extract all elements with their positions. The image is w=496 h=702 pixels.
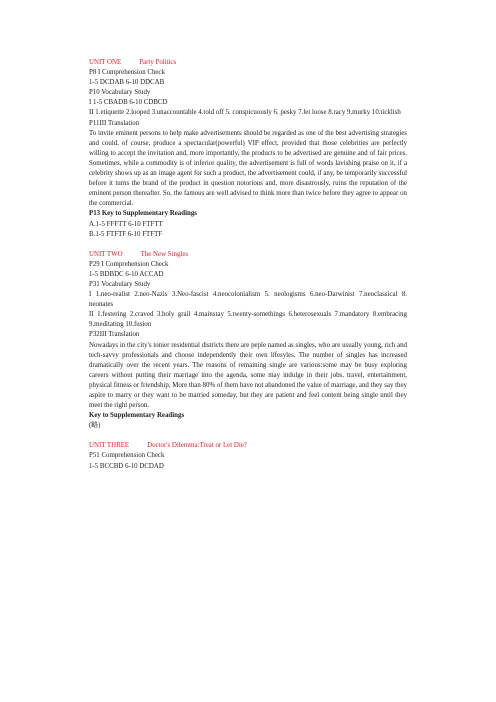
unit-one-translation-text: To invite eminent persons to help make advertisements should be regarded as one of the best advertising strategies and could, of course, produce a spectacular(powerful) VIP effect, provided that those celebrities are perfectly willing to accept the invitation and, more importantly, the products to be advertised are genuine and of fair prices. Sometimes, while a commodity is of inferior quality, the advertisement is full of words lavishing praise on it, if a celebrity shows up as an image agent for such a product, the advertisement could, if any, be temporarily successful before it turns the brand of the product in question notorious and, more disastrously, ruins the reputation of the eminent person thereafter. So, the famous are well advised to think more than twice before they agree to appear on the commercial. [89,129,407,208]
answer-key-page [89,58,407,472]
unit-three-comprehension-answers: 1-5 BCCBD 6-10 DCDAD [89,462,164,470]
unit-one-supplementary-b: B.1-5 FTFTF 6-10 FTFTF [89,230,163,238]
unit-two-title: The New Singles [140,250,189,258]
unit-one-vocabulary-part-ii: II 1.etiquette 2.looped 3.unaccountable 4.told off 5. conspicuously 6. pesky 7.let loose 8.racy 9.murky 10.ticklish [89,109,401,117]
unit-two-supplementary-heading: Key to Supplementary Readings [89,412,185,420]
unit-one-heading [89,58,407,68]
unit-two-label: UNIT TWO [89,250,123,258]
unit-two-translation-heading: P32III Translation [89,331,140,339]
unit-one-comprehension-answers: 1-5 DCDAB 6-10 DDCAB [89,79,165,87]
section-spacer [89,240,407,250]
unit-one-supplementary-a: A.1-5 FFFTT 6-10 FTFTT [89,220,163,228]
unit-one-vocabulary-heading: P10 Vocabulary Study [89,89,151,97]
unit-one-label: UNIT ONE [89,59,122,66]
unit-two-vocabulary-part-i: I 1.neo-realist 2.neo-Nazis 3.Neo-fascist 4.neocolonialism 5. neologisms 6.neo-Darwinist 7.neoclassical 8. neonates [89,291,407,309]
unit-one-title: Party Politics [139,59,177,66]
unit-one-supplementary-heading: P13 Key to Supplementary Readings [89,210,197,218]
unit-two-supplementary-note: (略) [89,422,101,430]
unit-two-vocabulary-heading: P31 Vocabulary Study [89,280,151,288]
unit-two-vocabulary-part-ii: II 1.festering 2.craved 3.holy grail 4.mainstay 5.twenty-somethings 6.heterosexuals 7.mandatory 8.embracing 9.meditating 10.fusion [89,311,407,329]
unit-one-translation-heading: P11III Translation [89,119,140,127]
unit-two-translation-text: Nowadays in the city's tonier residential districts there are peple named as singles, who are usually young, rich and tech-savvy professionals and choose independently their own lifesyles. The number of singles has increased dramatically over the recent years. The reasons of remaining single are various:some may be busy exploring careers without putting their marriage into the agenda, some may indulge in their jobs, travel, entertainment, physical fitness or friendship, More than 80% of them have not abandoned the value of marriage, and they say they aspire to marry or they want to be married someday, but they are patient and feel content being single until they meet the right person. [89,341,407,410]
unit-two-comprehension-answers: 1-5 BDBDC 6-10 ACCAD [89,270,164,278]
unit-two-comprehension-heading: P29 I Comprehension Check [89,260,169,268]
unit-three-title: Doctor's Dilemma:Treat or Let Die? [147,442,247,450]
unit-three-label: UNIT THREE [89,442,130,450]
unit-one-vocabulary-part-i: I 1-5 CBADB 6-10 CDBCD [89,99,168,107]
unit-three-heading [89,441,407,451]
unit-three-comprehension-heading: P51 Comprehension Check [89,452,165,460]
unit-one-comprehension-heading: P8 I Comprehension Check [89,69,165,77]
unit-two-heading [89,250,407,260]
section-spacer [89,431,407,441]
